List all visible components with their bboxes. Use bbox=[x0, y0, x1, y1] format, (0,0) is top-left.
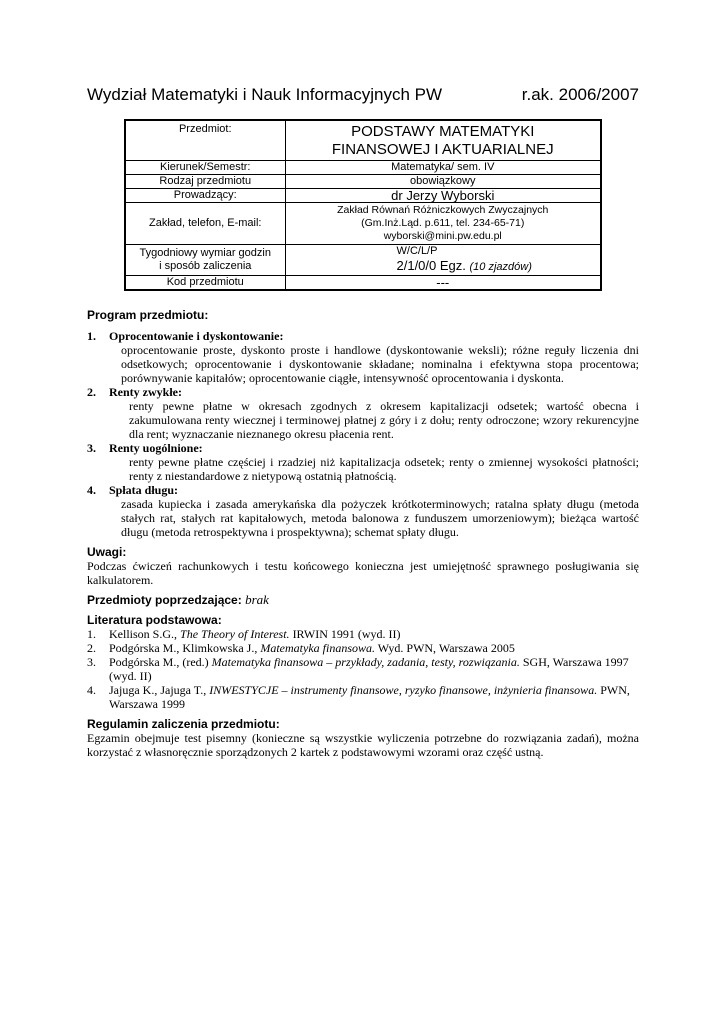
literature-item bbox=[87, 641, 639, 655]
literature-authors: Podgórska M., Klimkowska J., bbox=[109, 641, 261, 655]
program-topic bbox=[87, 329, 639, 385]
hours-value bbox=[289, 258, 598, 275]
prerequisites-value: brak bbox=[245, 592, 269, 607]
lecturer-value: dr Jerzy Wyborski bbox=[285, 189, 601, 203]
contact-value bbox=[285, 203, 601, 245]
topic-description: renty pewne płatne częściej i rzadziej niż kapitalizacja odsetek; renty o zmiennej wysokości płatności; renty z niestandardowe z nietypową ostatnią płatnością. bbox=[129, 455, 639, 483]
hours-note: (10 zjazdów) bbox=[469, 261, 532, 273]
lecturer-row bbox=[125, 189, 601, 203]
topic-title: Spłata długu: bbox=[109, 483, 179, 497]
literature-item bbox=[87, 627, 639, 641]
literature-publisher: SGH, Warszawa 1997 (wyd. II) bbox=[109, 655, 629, 683]
major-label: Kierunek/Semestr: bbox=[125, 161, 285, 175]
lecturer-label: Prowadzący: bbox=[125, 189, 285, 203]
topic-number: 4. bbox=[87, 483, 96, 497]
literature-title: The Theory of Interest. bbox=[180, 627, 290, 641]
subject-label: Przedmiot: bbox=[125, 120, 285, 161]
hours-numbers: 2/1/0/0 Egz. bbox=[396, 258, 466, 273]
hours-code: W/C/L/P bbox=[396, 245, 438, 257]
topic-description: renty pewne płatne w okresach zgodnych z okresem kapitalizacji odsetek; wartość obecna i zakumulowana renty wiecznej i terminowej płatnej z góry i z dołu; renty odroczone; wzory rekurencyjne dla rent; wyznaczanie nieznanego okresu płacenia rent. bbox=[129, 399, 639, 441]
literature-authors: Kellison S.G., bbox=[109, 627, 181, 641]
hours-label-line1: Tygodniowy wymiar godzin bbox=[139, 247, 271, 259]
contact-email: wyborski@mini.pw.edu.pl bbox=[383, 230, 502, 242]
code-row bbox=[125, 276, 601, 291]
program-topic bbox=[87, 483, 639, 539]
document-body bbox=[87, 308, 639, 759]
literature-authors: Jajuga K., Jajuga T., bbox=[109, 683, 210, 697]
type-row bbox=[125, 175, 601, 189]
literature-title: INWESTYCJE – instrumenty finansowe, ryzyko finansowe, inżynieria finansowa. bbox=[209, 683, 598, 697]
literature-number: 2. bbox=[87, 641, 96, 655]
subject-name-line2: FINANSOWEJ I AKTUARIALNEJ bbox=[331, 141, 554, 158]
department-name: Wydział Matematyki i Nauk Informacyjnych PW bbox=[87, 85, 443, 104]
contact-phone: (Gm.Inż.Ląd. p.611, tel. 234-65-71) bbox=[361, 217, 525, 229]
subject-name bbox=[285, 120, 601, 161]
literature-list bbox=[87, 627, 639, 711]
literature-authors: Podgórska M., (red.) bbox=[109, 655, 212, 669]
topic-number: 3. bbox=[87, 441, 96, 455]
hours-label-line2: i sposób zaliczenia bbox=[159, 260, 252, 272]
literature-number: 4. bbox=[87, 683, 96, 697]
literature-item bbox=[87, 655, 639, 683]
type-label: Rodzaj przedmiotu bbox=[125, 175, 285, 189]
page-header bbox=[87, 85, 639, 111]
code-value: --- bbox=[285, 276, 601, 291]
literature-title: Matematyka finansowa. bbox=[260, 641, 375, 655]
hours-row bbox=[125, 245, 601, 276]
contact-unit: Zakład Równań Różniczkowych Zwyczajnych bbox=[337, 204, 549, 216]
literature-item bbox=[87, 683, 639, 711]
topic-title: Renty zwykłe: bbox=[109, 385, 182, 399]
literature-number: 3. bbox=[87, 655, 96, 669]
topic-number: 2. bbox=[87, 385, 96, 399]
remarks-heading: Uwagi: bbox=[87, 545, 127, 559]
program-heading: Program przedmiotu: bbox=[87, 308, 209, 322]
literature-number: 1. bbox=[87, 627, 96, 641]
rules-text: Egzamin obejmuje test pisemny (konieczne są wszystkie wyliczenia potrzebne do rozwiązania zadań), można korzystać z własnoręcznie sporządzonych 2 kartek z podstawowymi wzorami oraz część ustną. bbox=[87, 731, 639, 759]
topic-title: Renty uogólnione: bbox=[109, 441, 203, 455]
contact-label: Zakład, telefon, E-mail: bbox=[125, 203, 285, 245]
topic-title: Oprocentowanie i dyskontowanie: bbox=[109, 329, 284, 343]
hours-value-cell bbox=[285, 245, 601, 276]
literature-heading: Literatura podstawowa: bbox=[87, 613, 222, 627]
academic-year: r.ak. 2006/2007 bbox=[521, 85, 639, 104]
contact-row bbox=[125, 203, 601, 245]
remarks-text: Podczas ćwiczeń rachunkowych i testu końcowego konieczna jest umiejętność sprawnego posługiwania się kalkulatorem. bbox=[87, 559, 639, 587]
subject-name-line1: PODSTAWY MATEMATYKI bbox=[351, 123, 535, 140]
literature-publisher: IRWIN 1991 (wyd. II) bbox=[289, 627, 401, 641]
literature-publisher: PWN, Warszawa 1999 bbox=[109, 683, 630, 711]
subject-row bbox=[125, 120, 601, 161]
literature-publisher: Wyd. PWN, Warszawa 2005 bbox=[375, 641, 515, 655]
course-info-table bbox=[124, 119, 602, 291]
program-topic bbox=[87, 441, 639, 483]
code-label: Kod przedmiotu bbox=[125, 276, 285, 291]
major-value: Matematyka/ sem. IV bbox=[285, 161, 601, 175]
rules-heading: Regulamin zaliczenia przedmiotu: bbox=[87, 717, 280, 731]
program-topic bbox=[87, 385, 639, 441]
topic-description: zasada kupiecka i zasada amerykańska dla pożyczek krótkoterminowych; ratalna spłaty długu (metoda stałych rat, stałych rat kapitałowych, metoda balonowa z funduszem umorzeniowym); bieżąca wartość długu (metoda retrospektywna i prospektywna); schemat spłaty długu. bbox=[121, 497, 639, 539]
prerequisites-heading bbox=[87, 593, 639, 607]
type-value: obowiązkowy bbox=[285, 175, 601, 189]
prerequisites-label: Przedmioty poprzedzające: bbox=[87, 593, 242, 607]
hours-label bbox=[125, 245, 285, 276]
topic-number: 1. bbox=[87, 329, 96, 343]
major-row bbox=[125, 161, 601, 175]
topic-description: oprocentowanie proste, dyskonto proste i handlowe (dyskontowanie weksli); różne reguły liczenia dni odsetkowych; oprocentowanie i dyskontowanie składane; nominalna i efektywna stopa procentowa; porównywanie kapitałów; oprocentowanie ciągłe, intensywność oprocentowania i dyskonta. bbox=[121, 343, 639, 385]
literature-title: Matematyka finansowa – przykłady, zadania, testy, rozwiązania. bbox=[211, 655, 520, 669]
